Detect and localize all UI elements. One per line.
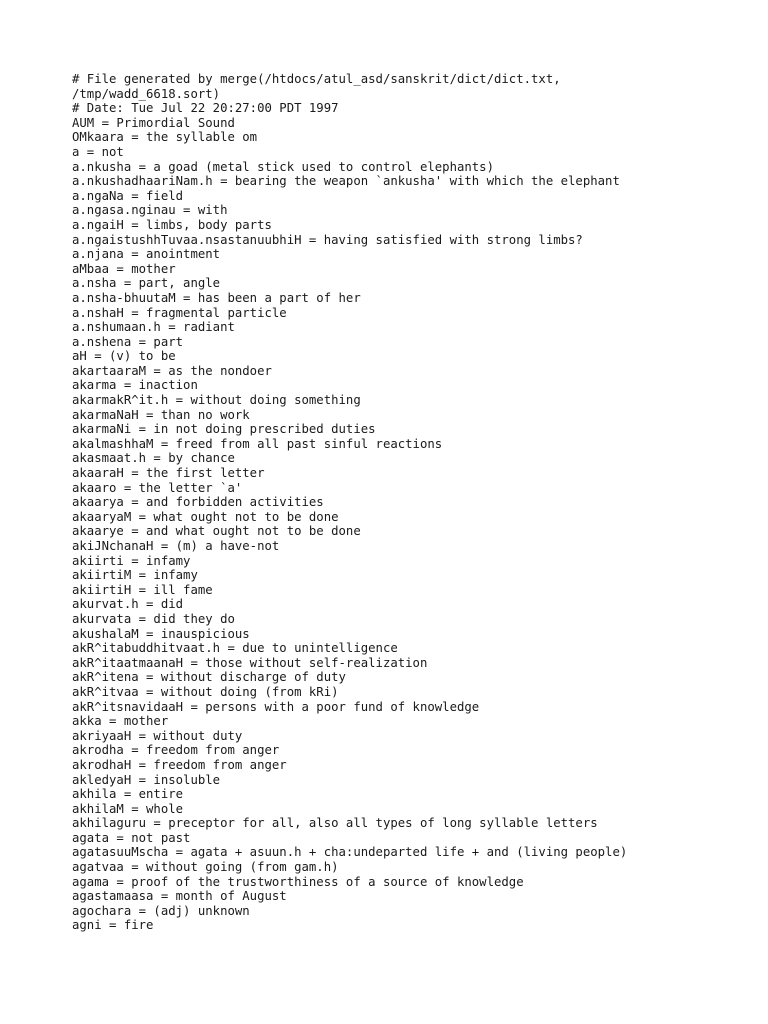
document-page [72, 72, 752, 933]
text-line: akushalaM = inauspicious [72, 626, 250, 641]
text-line: akaarya = and forbidden activities [72, 495, 324, 510]
text-line: aMbaa = mother [72, 261, 176, 276]
text-line: a.ngaNa = field [72, 188, 184, 203]
text-line: akiJNchanaH = (m) a have-not [72, 539, 280, 553]
text-line: akriyaaH = without duty [72, 728, 243, 743]
text-line: a.nsha = part, angle [72, 276, 221, 291]
text-line: akarmaNaH = than no work [72, 407, 250, 422]
text-line: akledyaH = insoluble [72, 772, 221, 787]
text-line: akaaro = the letter `a' [72, 480, 243, 495]
text-line: akrodhaH = freedom from anger [72, 757, 287, 772]
text-line: akasmaat.h = by chance [72, 451, 235, 466]
text-line: a.ngaistushhTuvaa.nsastanuubhiH = having satisfied with strong limbs? [72, 232, 583, 247]
text-line: agama = proof of the trustworthiness of a source of knowledge [72, 874, 524, 889]
text-line: akaarye = and what ought not to be done [72, 524, 361, 539]
text-line: agastamaasa = month of August [72, 889, 287, 904]
text-line: a.nkusha = a goad (metal stick used to control elephants) [72, 159, 494, 174]
text-line: a.nshena = part [72, 334, 184, 349]
text-line: agni = fire [72, 918, 154, 933]
text-line: akhilaM = whole [72, 801, 184, 816]
text-line: akR^itvaa = without doing (from kRi) [72, 684, 339, 699]
text-line: akarmaNi = in not doing prescribed duties [72, 422, 376, 437]
text-line: akka = mother [72, 714, 169, 729]
text-line: agatvaa = without going (from gam.h) [72, 860, 339, 875]
text-line: a.nkushadhaariNam.h = bearing the weapon `ankusha' with which the elephant [72, 174, 620, 189]
text-line: akiirti = infamy [72, 553, 191, 568]
text-line: akaaraH = the first letter [72, 466, 265, 481]
text-line: a.ngasa.nginau = with [72, 203, 228, 218]
text-line: agochara = (adj) unknown [72, 903, 250, 918]
text-line: a.nshaH = fragmental particle [72, 305, 287, 320]
text-line: # File generated by merge(/htdocs/atul_asd/sanskrit/dict/dict.txt, [72, 72, 561, 86]
text-line: akhilaguru = preceptor for all, also all types of long syllable letters [72, 816, 598, 831]
text-line: akhila = entire [72, 787, 184, 802]
text-line: a.njana = anointment [72, 247, 221, 262]
text-line: akurvata = did they do [72, 611, 235, 626]
text-line: agata = not past [72, 830, 191, 845]
text-line: /tmp/wadd_6618.sort) [72, 86, 221, 101]
text-line: aH = (v) to be [72, 349, 176, 364]
text-line: akR^itsnavidaaH = persons with a poor fund of knowledge [72, 699, 480, 714]
text-line: # Date: Tue Jul 22 20:27:00 PDT 1997 [72, 101, 339, 116]
text-line: akartaaraM = as the nondoer [72, 363, 272, 378]
text-line: akalmashhaM = freed from all past sinful reactions [72, 436, 443, 451]
text-line: akiirtiH = ill fame [72, 582, 213, 597]
text-line: akR^itabuddhitvaat.h = due to unintelligence [72, 641, 398, 656]
text-line: akR^itaatmaanaH = those without self-realization [72, 655, 428, 670]
text-line: akiirtiM = infamy [72, 568, 198, 583]
text-line: a.nsha-bhuutaM = has been a part of her [72, 290, 361, 305]
text-line: akarmakR^it.h = without doing something [72, 393, 361, 408]
text-line: akR^itena = without discharge of duty [72, 670, 346, 685]
text-line: OMkaara = the syllable om [72, 130, 258, 145]
text-line: akrodha = freedom from anger [72, 743, 280, 758]
text-line: a.nshumaan.h = radiant [72, 320, 235, 335]
text-line: akarma = inaction [72, 378, 198, 393]
text-line: akurvat.h = did [72, 597, 184, 612]
text-line: agatasuuMscha = agata + asuun.h + cha:undeparted life + and (living people) [72, 845, 628, 860]
text-line: AUM = Primordial Sound [72, 115, 235, 130]
text-line: akaaryaM = what ought not to be done [72, 509, 339, 524]
text-line: a = not [72, 144, 124, 159]
text-line: a.ngaiH = limbs, body parts [72, 217, 272, 232]
